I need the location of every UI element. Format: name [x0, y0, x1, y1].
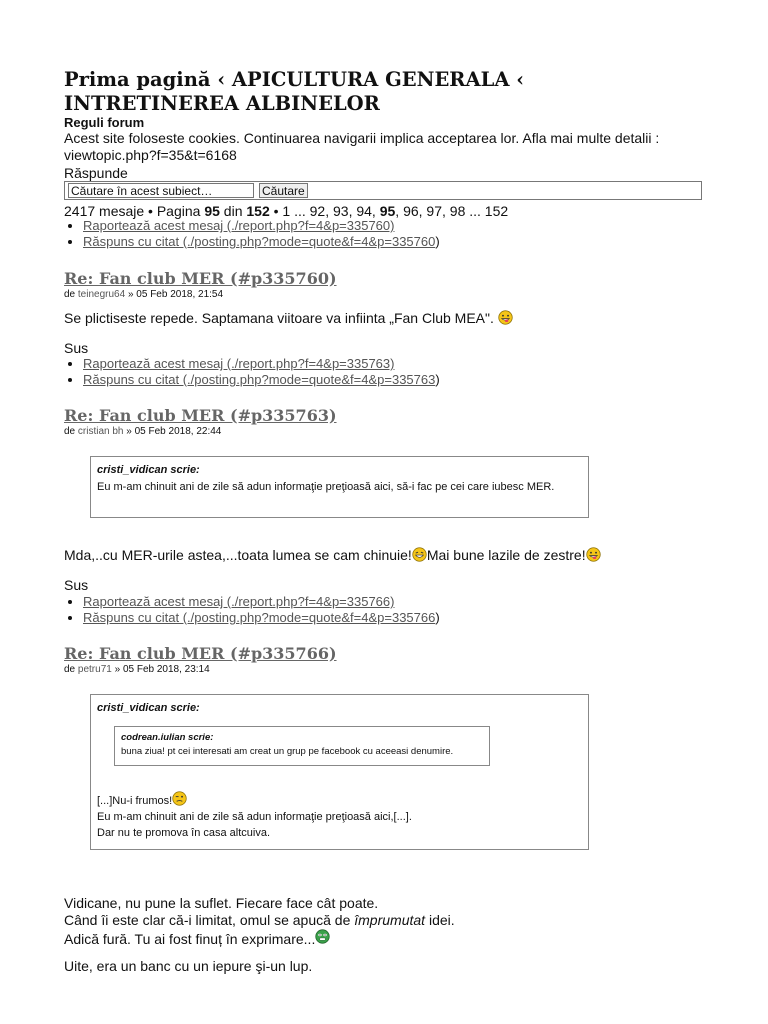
- report-link[interactable]: Raportează acest mesaj (./report.php?f=4&p=335763): [83, 356, 395, 371]
- post-text: Adică fură. Tu ai fost finuț în exprimare...: [64, 931, 316, 947]
- total-pages: 152: [246, 203, 270, 219]
- page-links-after[interactable]: , 96, 97, 98 ... 152: [395, 203, 509, 219]
- current-page-marker: 95: [379, 203, 396, 219]
- emphasis-text: împrumutat: [354, 912, 426, 928]
- page-title-breadcrumb[interactable]: Prima pagină ‹ APICULTURA GENERALA ‹ INTRETINEREA ALBINELOR: [64, 68, 525, 115]
- current-page: 95: [204, 203, 220, 219]
- pagination-of: din: [219, 203, 247, 219]
- search-input[interactable]: [68, 183, 254, 198]
- post-date: » 05 Feb 2018, 22:44: [123, 426, 222, 437]
- list-item: [83, 372, 440, 388]
- quote-reply-link[interactable]: Răspuns cu citat (./posting.php?mode=quote&f=4&p=335766: [83, 610, 436, 625]
- post-author[interactable]: teinegru64: [77, 289, 126, 300]
- post-date: » 05 Feb 2018, 23:14: [111, 664, 210, 675]
- quote-author: cristi_vidican scrie:: [97, 464, 200, 476]
- post-text: Vidicane, nu pune la suflet. Fiecare face cât poate.: [64, 895, 379, 911]
- list-item: [83, 594, 440, 610]
- post-text: Când îi este clar că-i limitat, omul se apucă de: [64, 912, 355, 928]
- quote-body: [97, 791, 412, 841]
- meta-by: de: [64, 664, 78, 675]
- link-tail: ): [435, 234, 440, 249]
- post-author[interactable]: petru71: [77, 664, 112, 675]
- link-tail: ): [435, 610, 440, 625]
- post-body: [64, 310, 704, 327]
- wink-face-icon: [172, 791, 187, 806]
- search-button[interactable]: Căutare: [259, 183, 308, 198]
- back-to-top-link[interactable]: Sus: [64, 577, 89, 593]
- cookie-notice: Acest site foloseste cookies. Continuarea navigarii implica acceptarea lor. Afla mai multe detalii : viewtopic.php?f=35&t=6168: [64, 130, 660, 163]
- quote-text: Eu m-am chinuit ani de zile să adun informaţie preţioasă aici,[...].: [97, 811, 412, 823]
- quote-reply-link[interactable]: Răspuns cu citat (./posting.php?mode=quote&f=4&p=335763: [83, 372, 436, 387]
- quote-block: [90, 694, 589, 850]
- spacer: [64, 948, 704, 958]
- post-body: [64, 895, 704, 975]
- quote-text: Eu m-am chinuit ani de zile să adun informaţie preţioasă aici, să-i fac pe cei care iubesc MER.: [97, 481, 555, 493]
- rules-link[interactable]: Reguli forum: [64, 115, 145, 130]
- post-title[interactable]: Re: Fan club MER (#p335760): [64, 269, 337, 288]
- post-title[interactable]: Re: Fan club MER (#p335766): [64, 644, 337, 663]
- post-text: Uite, era un banc cu un iepure şi-un lup.: [64, 958, 313, 974]
- post-text: idei.: [425, 912, 455, 928]
- quote-block: [90, 456, 589, 518]
- list-item: [83, 218, 440, 234]
- green-alien-face-icon: [315, 929, 330, 944]
- list-item: [83, 356, 440, 372]
- post-text: Se plictiseste repede. Saptamana viitoare va infiinta „Fan Club MEA".: [64, 310, 494, 326]
- post-body: [64, 547, 704, 564]
- tongue-out-face-icon: [498, 310, 513, 325]
- post-author[interactable]: cristian bh: [77, 426, 124, 437]
- list-item: [83, 234, 440, 250]
- back-to-top-link[interactable]: Sus: [64, 340, 89, 356]
- quote-text: buna ziua! pt cei interesati am creat un grup pe facebook cu aceeasi denumire.: [121, 746, 454, 757]
- quote-text: Dar nu te promova în casa altcuiva.: [97, 827, 271, 839]
- quote-text: [...]Nu-i frumos!: [97, 795, 173, 807]
- post-title[interactable]: Re: Fan club MER (#p335763): [64, 406, 337, 425]
- link-tail: ): [435, 372, 440, 387]
- report-link[interactable]: Raportează acest mesaj (./report.php?f=4&p=335766): [83, 594, 395, 609]
- post-meta: [64, 664, 210, 675]
- top-post-links: [64, 218, 440, 250]
- list-item: [83, 610, 440, 626]
- meta-by: de: [64, 289, 78, 300]
- post-meta: [64, 289, 223, 300]
- report-link[interactable]: Raportează acest mesaj (./report.php?f=4&p=335760): [83, 218, 395, 233]
- pagination-prefix: 2417 mesaje • Pagina: [64, 203, 205, 219]
- reply-link[interactable]: Răspunde: [64, 165, 128, 181]
- tongue-out-face-icon: [586, 547, 601, 562]
- post-links: [64, 594, 440, 626]
- post-text: Mda,..cu MER-urile astea,...toata lumea se cam chinuie!: [64, 547, 412, 563]
- quote-author: cristi_vidican scrie:: [97, 702, 200, 714]
- page-links[interactable]: • 1 ... 92, 93, 94,: [269, 203, 380, 219]
- pagination: [64, 203, 508, 219]
- nested-quote-block: [114, 726, 490, 766]
- quote-author: codrean.iulian scrie:: [121, 732, 214, 743]
- quote-reply-link[interactable]: Răspuns cu citat (./posting.php?mode=quote&f=4&p=335760: [83, 234, 436, 249]
- post-text: Mai bune lazile de zestre!: [426, 547, 586, 563]
- post-text-line: [64, 912, 704, 929]
- meta-by: de: [64, 426, 78, 437]
- search-bar: [64, 181, 702, 200]
- post-meta: [64, 426, 221, 437]
- grinning-face-icon: [412, 547, 427, 562]
- quote-line: [97, 791, 412, 809]
- post-date: » 05 Feb 2018, 21:54: [125, 289, 224, 300]
- post-links: [64, 356, 440, 388]
- post-text-line: [64, 929, 704, 948]
